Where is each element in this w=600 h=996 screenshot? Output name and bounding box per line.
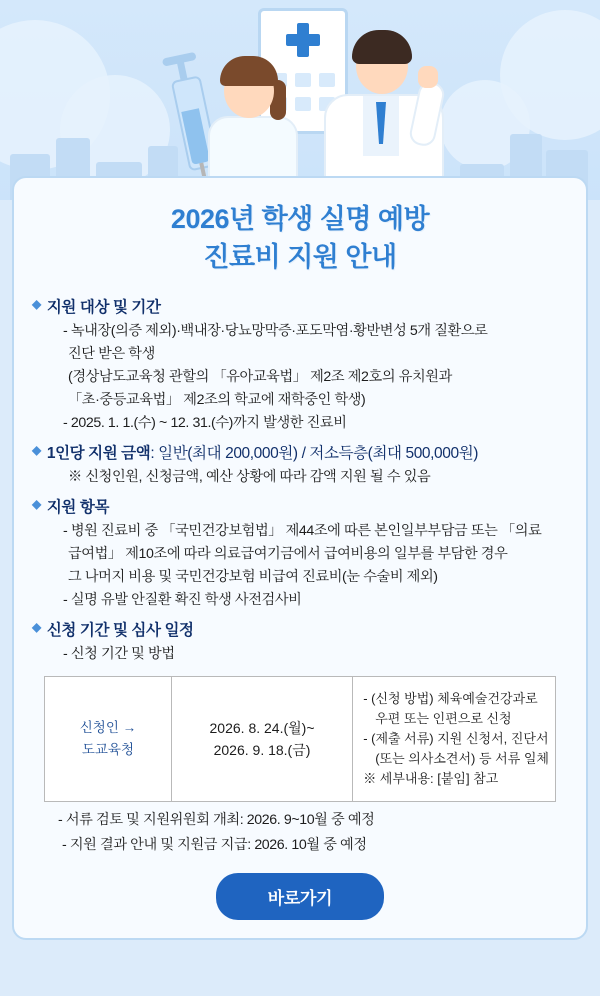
body-line: 그 나머지 비용 및 국민건강보험 비급여 진료비(눈 수술비 제외) (68, 568, 438, 585)
table-cell-period (172, 677, 353, 802)
footer-line: - 서류 검토 및 지원위원회 개최: 2026. 9~10월 중 예정 (58, 812, 375, 829)
detail-line: ※ 세부내용: [붙임] 참고 (363, 771, 499, 787)
header-illustration (0, 0, 600, 200)
detail-line: 우편 또는 인편으로 신청 (375, 710, 512, 726)
body-line: ※ 신청인원, 신청금액, 예산 상황에 따라 감액 지원 될 수 있음 (68, 468, 431, 485)
section-heading-suffix: : 일반(최대 200,000원) / 저소득층(최대 500,000원) (150, 444, 479, 462)
body-line: - 실명 유발 안질환 확진 학생 사전검사비 (63, 591, 302, 608)
period-line-2: 2026. 9. 18.(금) (213, 742, 311, 758)
nurse-hair (220, 56, 278, 86)
applicant-line-2: 도교육청 (81, 742, 134, 757)
section-heading (32, 295, 568, 317)
cta-container (32, 873, 568, 920)
doctor-hair (352, 30, 412, 64)
diamond-bullet-icon: ◆ (32, 619, 41, 634)
page-title (32, 200, 568, 277)
diamond-bullet-icon: ◆ (32, 496, 41, 511)
footer-line: - 지원 결과 안내 및 지원금 지급: 2026. 10월 중 예정 (62, 836, 367, 853)
section-heading (32, 441, 568, 463)
title-line-1: 2026년 학생 실명 예방 (170, 204, 430, 234)
body-line: 급여법」 제10조에 따라 의료급여기금에서 급여비용의 일부를 부담한 경우 (68, 545, 508, 562)
section-eligibility (32, 295, 568, 435)
section-schedule (32, 618, 568, 666)
table-cell-details (353, 677, 555, 802)
body-line: (경상남도교육청 관할의 「유아교육법」 제2조 제2호의 유치원과 (68, 368, 452, 385)
section-heading (32, 495, 568, 517)
body-line: - 2025. 1. 1.(수) ~ 12. 31.(수)까지 발생한 진료비 (63, 414, 347, 431)
section-heading-label: 1인당 지원 금액 (46, 444, 151, 462)
section-heading-label: 지원 항목 (46, 498, 110, 516)
title-line-2: 진료비 지원 안내 (203, 242, 397, 273)
body-line: - 병원 진료비 중 「국민건강보험법」 제44조에 따른 본인일부부담금 또는 「의료 (63, 522, 542, 539)
section-heading-label: 지원 대상 및 기간 (46, 298, 161, 316)
section-amount (32, 441, 568, 489)
doctor-figure (318, 22, 448, 200)
section-items (32, 495, 568, 612)
detail-line: (또는 의사소견서) 등 서류 일체 (375, 751, 549, 767)
body-line: 「초·중등교육법」 제2조의 학교에 재학중인 학생) (68, 391, 366, 408)
doctor-hand (418, 66, 438, 88)
table-cell-applicant (45, 677, 172, 802)
poster-card (12, 176, 588, 940)
section-heading (32, 618, 568, 640)
diamond-bullet-icon: ◆ (32, 296, 41, 311)
applicant-line-1: 신청인 → (79, 720, 137, 736)
detail-line: - (신청 방법) 체육예술건강과로 (363, 690, 538, 706)
detail-line: - (제출 서류) 지원 신청서, 진단서 (363, 730, 549, 746)
diamond-bullet-icon: ◆ (32, 442, 41, 457)
body-line: - 신청 기간 및 방법 (63, 645, 175, 662)
body-line: - 녹내장(의증 제외)·백내장·당뇨망막증·포도막염·황반변성 5개 질환으로 (63, 322, 488, 339)
go-link-button[interactable]: 바로가기 (216, 873, 385, 920)
period-line-1: 2026. 8. 24.(월)~ (209, 719, 315, 736)
section-heading-label: 신청 기간 및 심사 일정 (46, 621, 194, 639)
schedule-table (44, 676, 556, 803)
body-line: 진단 받은 학생 (68, 345, 155, 362)
